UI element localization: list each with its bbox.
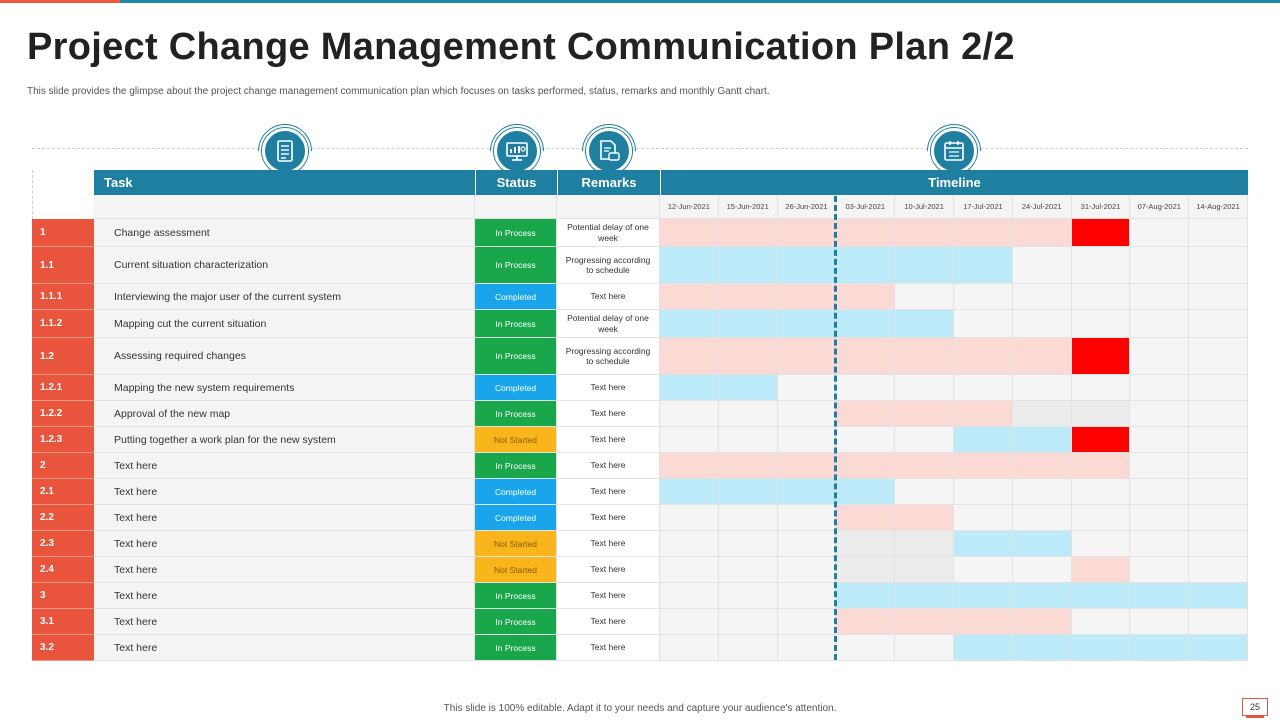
checklist-icon [262, 128, 308, 174]
gantt-track [660, 401, 1248, 426]
gantt-cell [719, 583, 778, 608]
gantt-cell [778, 479, 837, 504]
gantt-cell [660, 247, 719, 283]
date-row-remarks-spacer [557, 195, 660, 219]
gantt-cell [895, 531, 954, 556]
remark-text: Progressing according to schedule [557, 247, 660, 283]
gantt-cell [954, 310, 1013, 337]
task-number: 3.1 [32, 609, 94, 635]
gantt-cell [1072, 583, 1131, 608]
gantt-cell [895, 338, 954, 374]
table-row [32, 557, 1248, 583]
gantt-cell [719, 531, 778, 556]
gantt-cell [660, 583, 719, 608]
gantt-track [660, 375, 1248, 400]
gantt-cell [778, 219, 837, 246]
remark-text: Text here [557, 479, 660, 504]
gantt-cell [660, 479, 719, 504]
gantt-cell [778, 338, 837, 374]
gantt-cell [895, 310, 954, 337]
page-subtitle: This slide provides the glimpse about the project change management communication plan which focuses on tasks performed, status, remarks and monthly Gantt chart. [27, 86, 770, 97]
timeline-date: 26-Jun-2021 [778, 195, 837, 219]
gantt-cell [778, 531, 837, 556]
timeline-date: 03-Jul-2021 [836, 195, 895, 219]
gantt-cell [1189, 479, 1248, 504]
gantt-cell [954, 557, 1013, 582]
task-number: 1 [32, 219, 94, 247]
gantt-cell [719, 284, 778, 309]
gantt-cell [719, 401, 778, 426]
header-blank-cell [32, 170, 94, 219]
gantt-cell [1130, 505, 1189, 530]
table-row [32, 479, 1248, 505]
gantt-cell [1013, 635, 1072, 660]
gantt-cell [1130, 635, 1189, 660]
status-badge: In Process [475, 338, 557, 374]
gantt-cell [954, 247, 1013, 283]
plan-table [32, 219, 1248, 661]
task-name: Text here [94, 479, 475, 504]
task-number: 2 [32, 453, 94, 479]
gantt-cell [1189, 219, 1248, 246]
table-row [32, 401, 1248, 427]
remark-text: Text here [557, 284, 660, 309]
gantt-cell [1072, 479, 1131, 504]
gantt-track [660, 531, 1248, 556]
page-number: 25 [1242, 698, 1268, 716]
status-badge: In Process [475, 635, 557, 660]
gantt-cell [895, 583, 954, 608]
remark-text: Text here [557, 635, 660, 660]
gantt-cell [660, 453, 719, 478]
gantt-cell [719, 557, 778, 582]
task-name: Text here [94, 453, 475, 478]
status-badge: Not Started [475, 531, 557, 556]
header-status-label: Status [496, 175, 537, 190]
gantt-cell [719, 427, 778, 452]
gantt-cell [1189, 635, 1248, 660]
table-row [32, 583, 1248, 609]
status-badge: In Process [475, 219, 557, 246]
gantt-cell [719, 479, 778, 504]
date-row-status-spacer [475, 195, 557, 219]
task-number: 1.2 [32, 338, 94, 375]
gantt-cell [1013, 310, 1072, 337]
gantt-cell [954, 609, 1013, 634]
gantt-cell [895, 609, 954, 634]
gantt-track [660, 310, 1248, 337]
status-badge: In Process [475, 583, 557, 608]
remark-text: Text here [557, 609, 660, 634]
gantt-cell [660, 427, 719, 452]
gantt-cell [954, 583, 1013, 608]
gantt-cell [1072, 531, 1131, 556]
gantt-track [660, 247, 1248, 283]
task-number: 1.1.2 [32, 310, 94, 338]
status-badge: In Process [475, 401, 557, 426]
gantt-cell [1072, 635, 1131, 660]
gantt-cell [1130, 247, 1189, 283]
gantt-cell [836, 338, 895, 374]
task-number: 2.1 [32, 479, 94, 505]
gantt-cell [1013, 247, 1072, 283]
gantt-cell [1130, 375, 1189, 400]
document-chat-icon [586, 128, 632, 174]
gantt-cell [1072, 219, 1131, 246]
gantt-cell [895, 453, 954, 478]
task-number: 2.3 [32, 531, 94, 557]
gantt-cell [778, 609, 837, 634]
status-badge: Completed [475, 505, 557, 530]
gantt-cell [954, 505, 1013, 530]
gantt-cell [778, 375, 837, 400]
remark-text: Text here [557, 531, 660, 556]
gantt-cell [1130, 557, 1189, 582]
status-badge: Completed [475, 375, 557, 400]
gantt-track [660, 583, 1248, 608]
gantt-cell [836, 453, 895, 478]
gantt-cell [954, 427, 1013, 452]
gantt-cell [836, 219, 895, 246]
table-row [32, 284, 1248, 310]
remark-text: Text here [557, 583, 660, 608]
timeline-date: 15-Jun-2021 [719, 195, 778, 219]
header-timeline-label: Timeline [928, 175, 981, 190]
gantt-cell [836, 557, 895, 582]
header-remarks-label: Remarks [581, 175, 637, 190]
timeline-date: 24-Jul-2021 [1013, 195, 1072, 219]
task-number: 2.4 [32, 557, 94, 583]
gantt-track [660, 338, 1248, 374]
task-name: Mapping the new system requirements [94, 375, 475, 400]
table-row [32, 247, 1248, 284]
gantt-cell [836, 247, 895, 283]
task-name: Text here [94, 505, 475, 530]
dashboard-monitor-icon [494, 128, 540, 174]
top-accent-highlight [0, 0, 120, 3]
gantt-cell [1013, 338, 1072, 374]
gantt-cell [954, 338, 1013, 374]
gantt-cell [1189, 284, 1248, 309]
status-badge: Completed [475, 284, 557, 309]
gantt-cell [1189, 453, 1248, 478]
gantt-cell [660, 531, 719, 556]
table-row [32, 310, 1248, 338]
task-name: Interviewing the major user of the current system [94, 284, 475, 309]
timeline-date: 12-Jun-2021 [660, 195, 719, 219]
status-badge: In Process [475, 609, 557, 634]
gantt-track [660, 219, 1248, 246]
task-number: 1.1.1 [32, 284, 94, 310]
gantt-cell [1189, 401, 1248, 426]
task-name: Mapping cut the current situation [94, 310, 475, 337]
gantt-cell [1189, 609, 1248, 634]
task-name: Text here [94, 609, 475, 634]
gantt-cell [954, 479, 1013, 504]
gantt-cell [660, 338, 719, 374]
gantt-cell [660, 310, 719, 337]
gantt-track [660, 609, 1248, 634]
timeline-date: 31-Jul-2021 [1072, 195, 1131, 219]
gantt-track [660, 557, 1248, 582]
gantt-cell [778, 427, 837, 452]
gantt-cell [1130, 310, 1189, 337]
status-badge: Completed [475, 479, 557, 504]
gantt-cell [1130, 427, 1189, 452]
gantt-cell [895, 284, 954, 309]
table-row [32, 427, 1248, 453]
gantt-cell [954, 219, 1013, 246]
task-number: 1.2.1 [32, 375, 94, 401]
task-name: Text here [94, 557, 475, 582]
gantt-cell [836, 479, 895, 504]
gantt-cell [660, 557, 719, 582]
gantt-cell [660, 401, 719, 426]
gantt-cell [778, 505, 837, 530]
gantt-cell [1130, 583, 1189, 608]
table-row [32, 453, 1248, 479]
gantt-cell [1130, 401, 1189, 426]
gantt-cell [836, 401, 895, 426]
gantt-cell [1189, 531, 1248, 556]
task-number: 1.2.2 [32, 401, 94, 427]
remark-text: Progressing according to schedule [557, 338, 660, 374]
gantt-cell [1072, 247, 1131, 283]
gantt-cell [1072, 609, 1131, 634]
gantt-cell [1013, 453, 1072, 478]
gantt-cell [895, 219, 954, 246]
table-row [32, 338, 1248, 375]
status-badge: In Process [475, 310, 557, 337]
task-number: 3.2 [32, 635, 94, 661]
gantt-cell [895, 557, 954, 582]
gantt-cell [660, 635, 719, 660]
gantt-cell [1072, 557, 1131, 582]
gantt-cell [836, 583, 895, 608]
date-row-task-spacer [94, 195, 475, 219]
gantt-cell [1189, 338, 1248, 374]
gantt-cell [836, 505, 895, 530]
gantt-cell [719, 338, 778, 374]
timeline-date-row [94, 195, 1248, 219]
table-row [32, 375, 1248, 401]
top-accent-bar [0, 0, 1280, 3]
task-name: Text here [94, 583, 475, 608]
task-name: Putting together a work plan for the new system [94, 427, 475, 452]
status-badge: Not Started [475, 557, 557, 582]
gantt-cell [778, 635, 837, 660]
gantt-cell [836, 375, 895, 400]
gantt-cell [1072, 284, 1131, 309]
gantt-track [660, 284, 1248, 309]
gantt-cell [1072, 427, 1131, 452]
gantt-cell [1013, 427, 1072, 452]
gantt-cell [836, 427, 895, 452]
table-row [32, 609, 1248, 635]
gantt-cell [719, 247, 778, 283]
remark-text: Potential delay of one week [557, 219, 660, 246]
gantt-track [660, 453, 1248, 478]
gantt-cell [719, 375, 778, 400]
table-row [32, 635, 1248, 661]
status-badge: In Process [475, 453, 557, 478]
gantt-track [660, 479, 1248, 504]
gantt-cell [954, 453, 1013, 478]
gantt-track [660, 427, 1248, 452]
status-badge: In Process [475, 247, 557, 283]
gantt-cell [1072, 338, 1131, 374]
gantt-cell [1072, 453, 1131, 478]
task-name: Approval of the new map [94, 401, 475, 426]
gantt-cell [660, 284, 719, 309]
remark-text: Potential delay of one week [557, 310, 660, 337]
gantt-track [660, 635, 1248, 660]
gantt-cell [836, 609, 895, 634]
gantt-cell [660, 375, 719, 400]
task-number: 2.2 [32, 505, 94, 531]
gantt-cell [836, 284, 895, 309]
task-name: Text here [94, 635, 475, 660]
gantt-cell [895, 479, 954, 504]
task-name: Current situation characterization [94, 247, 475, 283]
gantt-cell [1189, 310, 1248, 337]
gantt-cell [778, 557, 837, 582]
gantt-cell [778, 284, 837, 309]
gantt-cell [1130, 338, 1189, 374]
gantt-cell [1013, 505, 1072, 530]
timeline-date: 17-Jul-2021 [954, 195, 1013, 219]
gantt-cell [954, 284, 1013, 309]
gantt-cell [836, 310, 895, 337]
gantt-cell [1130, 531, 1189, 556]
dashed-guide-line [32, 148, 1248, 149]
gantt-cell [660, 609, 719, 634]
timeline-date: 10-Jul-2021 [895, 195, 954, 219]
gantt-cell [778, 310, 837, 337]
gantt-cell [1072, 375, 1131, 400]
gantt-cell [1013, 557, 1072, 582]
gantt-cell [1130, 479, 1189, 504]
table-row [32, 219, 1248, 247]
table-row [32, 505, 1248, 531]
gantt-cell [1013, 609, 1072, 634]
gantt-cell [1130, 609, 1189, 634]
gantt-cell [954, 531, 1013, 556]
gantt-cell [1130, 284, 1189, 309]
header-task-label: Task [104, 175, 133, 190]
gantt-cell [1013, 219, 1072, 246]
gantt-cell [836, 635, 895, 660]
header-status [475, 170, 557, 195]
gantt-cell [719, 453, 778, 478]
remark-text: Text here [557, 453, 660, 478]
gantt-cell [1189, 557, 1248, 582]
task-number: 1.1 [32, 247, 94, 284]
gantt-cell [719, 219, 778, 246]
task-name: Assessing required changes [94, 338, 475, 374]
remark-text: Text here [557, 375, 660, 400]
calendar-icon [931, 128, 977, 174]
gantt-cell [895, 635, 954, 660]
footer-note: This slide is 100% editable. Adapt it to your needs and capture your audience's attention. [443, 703, 837, 714]
gantt-cell [895, 505, 954, 530]
gantt-cell [1189, 375, 1248, 400]
gantt-cell [1130, 219, 1189, 246]
gantt-cell [836, 531, 895, 556]
gantt-cell [1130, 453, 1189, 478]
remark-text: Text here [557, 505, 660, 530]
task-name: Text here [94, 531, 475, 556]
gantt-cell [719, 635, 778, 660]
task-name: Change assessment [94, 219, 475, 246]
gantt-cell [1189, 427, 1248, 452]
gantt-cell [1189, 583, 1248, 608]
gantt-cell [1072, 310, 1131, 337]
gantt-cell [778, 583, 837, 608]
header-timeline [660, 170, 1248, 195]
gantt-cell [1013, 583, 1072, 608]
gantt-cell [660, 505, 719, 530]
gantt-cell [778, 401, 837, 426]
status-badge: Not Started [475, 427, 557, 452]
header-task [94, 170, 475, 195]
remark-text: Text here [557, 427, 660, 452]
gantt-cell [1072, 505, 1131, 530]
task-number: 3 [32, 583, 94, 609]
gantt-cell [1013, 375, 1072, 400]
header-remarks [557, 170, 660, 195]
table-row [32, 531, 1248, 557]
gantt-cell [719, 609, 778, 634]
gantt-cell [1013, 479, 1072, 504]
gantt-cell [895, 375, 954, 400]
gantt-cell [1189, 247, 1248, 283]
timeline-date: 07-Aug-2021 [1130, 195, 1189, 219]
gantt-cell [954, 375, 1013, 400]
task-number: 1.2.3 [32, 427, 94, 453]
gantt-cell [954, 401, 1013, 426]
gantt-cell [895, 427, 954, 452]
page-title: Project Change Management Communication Plan 2/2 [27, 26, 1015, 68]
gantt-cell [954, 635, 1013, 660]
gantt-cell [778, 453, 837, 478]
gantt-cell [660, 219, 719, 246]
gantt-cell [1013, 284, 1072, 309]
remark-text: Text here [557, 401, 660, 426]
gantt-cell [719, 505, 778, 530]
gantt-cell [719, 310, 778, 337]
gantt-track [660, 505, 1248, 530]
gantt-cell [895, 247, 954, 283]
gantt-cell [895, 401, 954, 426]
gantt-cell [1189, 505, 1248, 530]
current-date-marker [834, 196, 837, 660]
gantt-cell [1013, 401, 1072, 426]
gantt-cell [1013, 531, 1072, 556]
remark-text: Text here [557, 557, 660, 582]
gantt-cell [1072, 401, 1131, 426]
gantt-cell [778, 247, 837, 283]
timeline-date: 14-Aug-2021 [1189, 195, 1248, 219]
